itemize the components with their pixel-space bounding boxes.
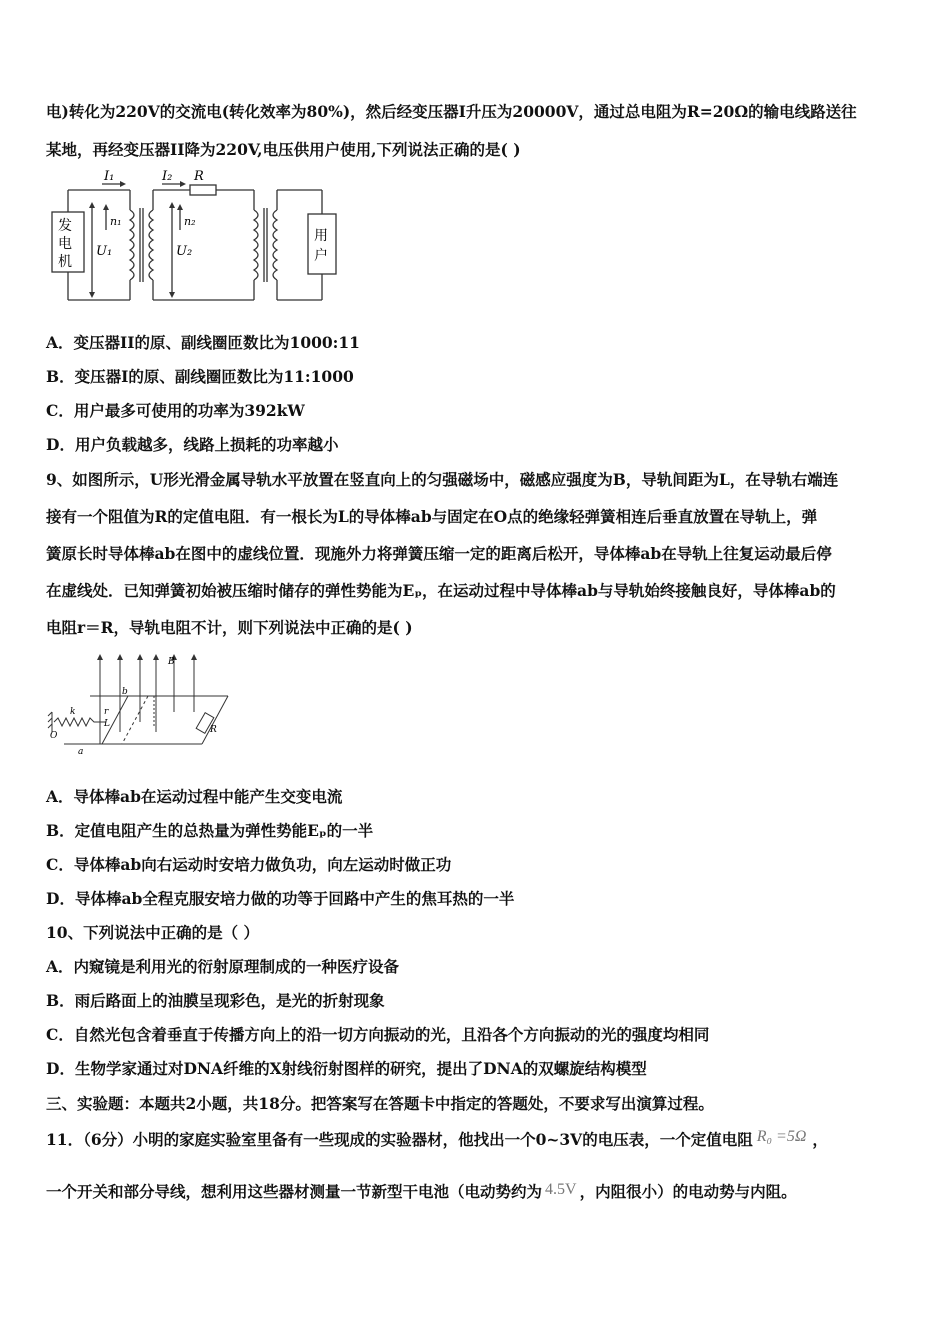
q11-line1-text: 11．（6分）小明的家庭实验室里备有一些现成的实验器材，他找出一个0~3V的电压表，一个定值电阻 xyxy=(46,1130,753,1149)
section-3-heading: 三、实验题：本题共2小题，共18分。把答案写在答题卡中指定的答题处，不要求写出演算过程。 xyxy=(46,1094,714,1113)
q9-stem-line3: 簧原长时导体棒ab在图中的虚线位置．现施外力将弹簧压缩一定的距离后松开，导体棒ab在导轨上往复运动最后停 xyxy=(46,544,832,563)
generator-label-2: 电 xyxy=(58,236,72,252)
q8-stem-line2: 某地，再经变压器II降为220V,电压供用户使用,下列说法正确的是( ) xyxy=(46,140,521,159)
line-resistor xyxy=(190,185,216,195)
q10-option-d: D．生物学家通过对DNA纤维的X射线衍射图样的研究，提出了DNA的双螺旋结构模型 xyxy=(46,1059,647,1078)
q9-option-a: A．导体棒ab在运动过程中能产生交变电流 xyxy=(46,787,343,806)
q11-line1 xyxy=(46,1130,828,1151)
label-U1: U₁ xyxy=(96,244,113,259)
q9-stem-line5: 电阻r＝R，导轨电阻不计，则下列说法中正确的是( ) xyxy=(46,618,413,637)
q8-option-b: B．变压器I的原、副线圈匝数比为11:1000 xyxy=(46,367,354,386)
q11-comma: ， xyxy=(812,1130,828,1149)
q9-option-b: B．定值电阻产生的总热量为弹性势能Eₚ的一半 xyxy=(46,821,374,840)
user-label-2: 户 xyxy=(314,248,328,264)
q11-r0: R₀ =5Ω xyxy=(756,1128,807,1145)
label-n1: n₁ xyxy=(110,215,122,228)
transformer-circuit-figure xyxy=(44,170,344,310)
q9-option-d: D．导体棒ab全程克服安培力做的功等于回路中产生的焦耳热的一半 xyxy=(46,889,515,908)
q10-option-b: B．雨后路面上的油膜呈现彩色，是光的折射现象 xyxy=(46,991,385,1010)
q8-option-a: A．变压器II的原、副线圈匝数比为1000:11 xyxy=(46,333,360,352)
label-U2: U₂ xyxy=(176,244,193,259)
q11-emf: 4.5V xyxy=(545,1181,577,1198)
label-a: a xyxy=(78,747,84,756)
q8-stem-line1: 电)转化为220V的交流电(转化效率为80%)，然后经变压器I升压为20000V，通过总电阻为R=20Ω的输电线路送往 xyxy=(46,102,857,121)
q11-line2a: 一个开关和部分导线，想利用这些器材测量一节新型干电池（电动势约为 xyxy=(46,1182,543,1201)
q10-stem: 10、下列说法中正确的是（ ） xyxy=(46,923,259,942)
q11-line2 xyxy=(46,1182,797,1203)
label-k: k xyxy=(70,707,76,717)
label-R: R xyxy=(194,170,204,184)
q10-option-a: A．内窥镜是利用光的衍射原理制成的一种医疗设备 xyxy=(46,957,400,976)
label-L: L xyxy=(104,719,110,729)
q10-option-c: C．自然光包含着垂直于传播方向上的沿一切方向振动的光，且沿各个方向振动的光的强度均相同 xyxy=(46,1025,710,1044)
label-r: r xyxy=(104,707,109,717)
user-box xyxy=(308,214,336,274)
q9-option-c: C．导体棒ab向右运动时安培力做负功，向左运动时做正功 xyxy=(46,855,452,874)
generator-label-1: 发 xyxy=(58,218,72,234)
generator-label-3: 机 xyxy=(58,254,72,270)
user-label-1: 用 xyxy=(314,228,328,244)
rail-magnetic-field-figure xyxy=(44,652,244,756)
q9-stem-line1: 9、如图所示，U形光滑金属导轨水平放置在竖直向上的匀强磁场中，磁感应强度为B，导轨间距为L，在导轨右端连 xyxy=(46,470,839,489)
q9-stem-line4: 在虚线处．已知弹簧初始被压缩时储存的弹性势能为Eₚ，在运动过程中导体棒ab与导轨始终接触良好，导体棒ab的 xyxy=(46,581,836,600)
label-resistor-R: R xyxy=(210,725,217,735)
q9-stem-line2: 接有一个阻值为R的定值电阻．有一根长为L的导体棒ab与固定在O点的绝缘轻弹簧相连后垂直放置在导轨上，弹 xyxy=(46,507,818,526)
label-I2: I₂ xyxy=(162,170,173,184)
label-n2: n₂ xyxy=(184,215,196,228)
label-B: B xyxy=(168,657,175,667)
label-b: b xyxy=(122,687,128,697)
q8-option-c: C．用户最多可使用的功率为392kW xyxy=(46,401,305,420)
label-O: O xyxy=(50,731,58,741)
label-I1: I₁ xyxy=(104,170,115,184)
q11-line2b: ，内阻很小）的电动势与内阻。 xyxy=(579,1182,797,1201)
q8-option-d: D．用户负载越多，线路上损耗的功率越小 xyxy=(46,435,339,454)
